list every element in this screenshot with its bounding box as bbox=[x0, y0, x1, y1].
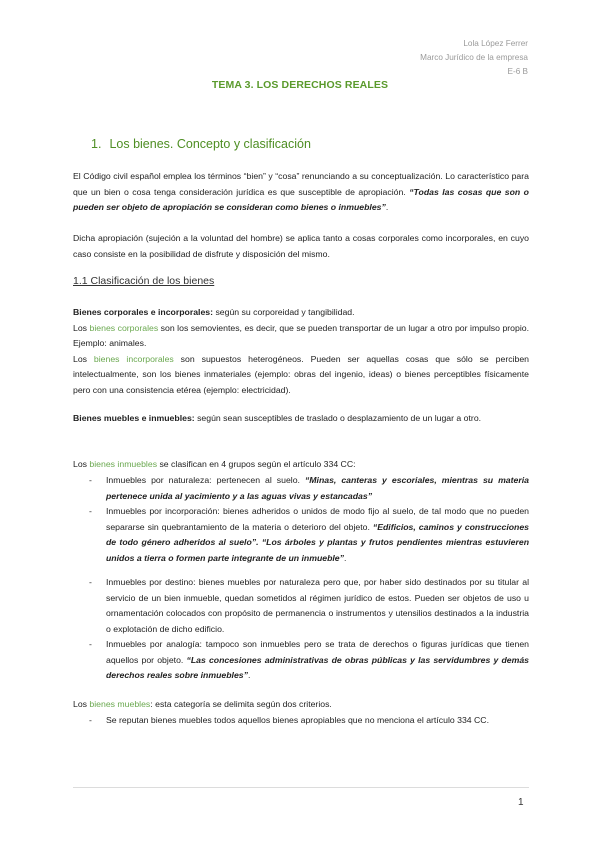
subsection-heading: 1.1 Clasificación de los bienes bbox=[73, 275, 215, 287]
term-bienes-incorporales: bienes incorporales bbox=[93, 353, 174, 364]
section-number: 1. bbox=[91, 137, 102, 151]
page-number: 1 bbox=[518, 797, 524, 808]
term-bienes-corporales: bienes corporales bbox=[89, 322, 159, 333]
term-bienes-muebles: bienes muebles bbox=[89, 699, 151, 709]
list-item-incorporacion: Inmuebles por incorporación: bienes adheridos o unidos de modo fijo al suelo, de tal modo que no pueden separarse sin quebrantamiento de la materia o deterioro del objeto. “Edificios, caminos y construcciones de todo género adheridos al suelo”. “Los árboles y plantas y frutos pendientes mientras estuvieren unidos a tierra o formen parte integrante de un inmueble”. bbox=[106, 506, 530, 563]
list-item-muebles-1: Se reputan bienes muebles todos aquellos bienes apropiables que no menciona el artículo 334 CC. bbox=[106, 715, 489, 725]
corporales-block bbox=[73, 305, 529, 399]
list-dash: - bbox=[89, 577, 92, 587]
header-group: E-6 B bbox=[507, 67, 528, 76]
list-item-naturaleza: Inmuebles por naturaleza: pertenecen al suelo. “Minas, canteras y escoriales, mientras su materia pertenece unida al yacimiento y a las aguas vivas y estancadas” bbox=[106, 475, 529, 501]
muebles-intro: Los bienes muebles: esta categoría se delimita según dos criterios. bbox=[73, 699, 332, 709]
document-title: TEMA 3. LOS DERECHOS REALES bbox=[211, 79, 389, 91]
list-dash: - bbox=[89, 715, 92, 725]
list-dash: - bbox=[89, 506, 92, 516]
corporales-paragraph: Los bienes corporales son los semovientes, es decir, que se pueden transportar de un lugar a otro por impulso propio. Ejemplo: animales. bbox=[73, 322, 530, 349]
corporales-heading: Bienes corporales e incorporales: según su corporeidad y tangibilidad. bbox=[73, 307, 355, 317]
section-label: Los bienes. Concepto y clasificación bbox=[109, 137, 311, 151]
list-dash: - bbox=[89, 639, 92, 649]
intro-paragraph-1 bbox=[73, 169, 529, 216]
muebles-inmuebles-paragraph: Bienes muebles e inmuebles: según sean susceptibles de traslado o desplazamiento de un lugar a otro. bbox=[73, 413, 482, 423]
footer-divider bbox=[73, 787, 529, 788]
intro-quote: “Todas las cosas que son o pueden ser objeto de apropiación se consideran como bienes o inmuebles” bbox=[73, 186, 529, 213]
list-item-analogia: Inmuebles por analogía: tampoco son inmuebles pero se trata de derechos o figuras jurídicas que tienen aquellos por objeto. “Las concesiones administrativas de obras públicas y las servidumbres y demás derechos reales sobre inmuebles”. bbox=[106, 639, 529, 681]
intro-end: . bbox=[385, 202, 389, 213]
intro-paragraph-2: Dicha apropiación (sujeción a la voluntad del hombre) se aplica tanto a cosas corporales como incorporales, en cuyo caso consiste en la posibilidad de disfrute y disposición del mismo. bbox=[73, 233, 529, 259]
inmuebles-intro: Los bienes inmuebles se clasifican en 4 grupos según el artículo 334 CC: bbox=[73, 459, 356, 469]
header-author: Lola López Ferrer bbox=[463, 39, 528, 48]
header-course: Marco Jurídico de la empresa bbox=[420, 53, 528, 62]
list-dash: - bbox=[89, 475, 92, 485]
term-bienes-inmuebles: bienes inmuebles bbox=[89, 459, 158, 469]
section-heading bbox=[91, 137, 311, 151]
list-item-destino: Inmuebles por destino: bienes muebles por naturaleza pero que, por haber sido destinados por su titular al servicio de un bien inmueble, quedan sometidos al régimen jurídico de estos. Pueden ser objetos de uso u ornamentación colocados con propósito de permanencia o instrumentos y utensilios destinados a la industria o explotación de dicho edificio. bbox=[106, 577, 529, 634]
intro-text: El Código civil español emplea los términos “bien” y “cosa” renunciando a su conceptualización. Lo característico para que un bien o cosa tenga consideración jurídica es que susceptible de apropiación. bbox=[73, 171, 529, 197]
incorporales-paragraph: Los bienes incorporales son supuestos heterogéneos. Pueden ser aquellas cosas que sólo se perciben intelectualmente, son los bienes inmateriales (ejemplo: obras del ingenio, ideas) o bienes perceptibles físicamente pero con una consistencia etérea (ejemplo: electricidad). bbox=[73, 353, 529, 395]
